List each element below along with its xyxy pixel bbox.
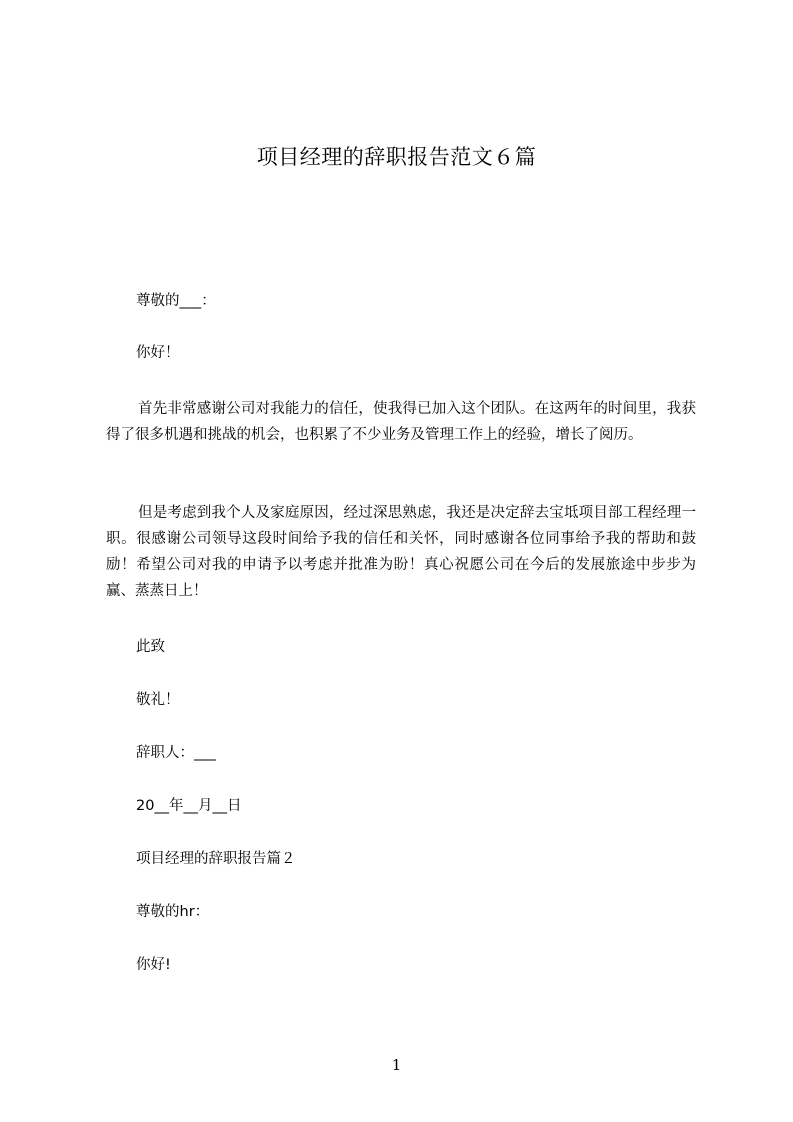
paragraph-2-text: 但是考虑到我个人及家庭原因，经过深思熟虑，我还是决定辞去宝坻项目部工程经理一职。很感谢公司领导这段时间给予我的信任和关怀，同时感谢各位同事给予我的帮助和鼓励！希望公司对我的申请予以考虑并批准为盼！真心祝愿公司在今后的发展旅途中步步为赢、蒸蒸日上！	[106, 505, 696, 599]
paragraph-2	[106, 500, 696, 604]
paragraph-1	[106, 396, 696, 448]
page-number: 1	[391, 1056, 402, 1074]
document-title: 项目经理的辞职报告范文６篇	[256, 145, 537, 169]
paragraph-1-text: 首先非常感谢公司对我能力的信任，使我得已加入这个团队。在这两年的时间里，我获得了很多机遇和挑战的机会，也积累了不少业务及管理工作上的经验，增长了阅历。	[106, 401, 696, 443]
salutation: 尊敬的___：	[136, 293, 216, 309]
section-2-salutation: 尊敬的hr：	[136, 904, 210, 920]
date-line: 20__年__月__日	[136, 798, 242, 814]
section-2-heading: 项目经理的辞职报告篇２	[136, 851, 296, 867]
closing-line-2: 敬礼！	[136, 692, 180, 708]
closing-line-1: 此致	[136, 639, 165, 655]
greeting: 你好！	[136, 345, 180, 361]
section-2-greeting: 你好!	[136, 957, 171, 973]
signature-line: 辞职人：___	[136, 745, 216, 761]
